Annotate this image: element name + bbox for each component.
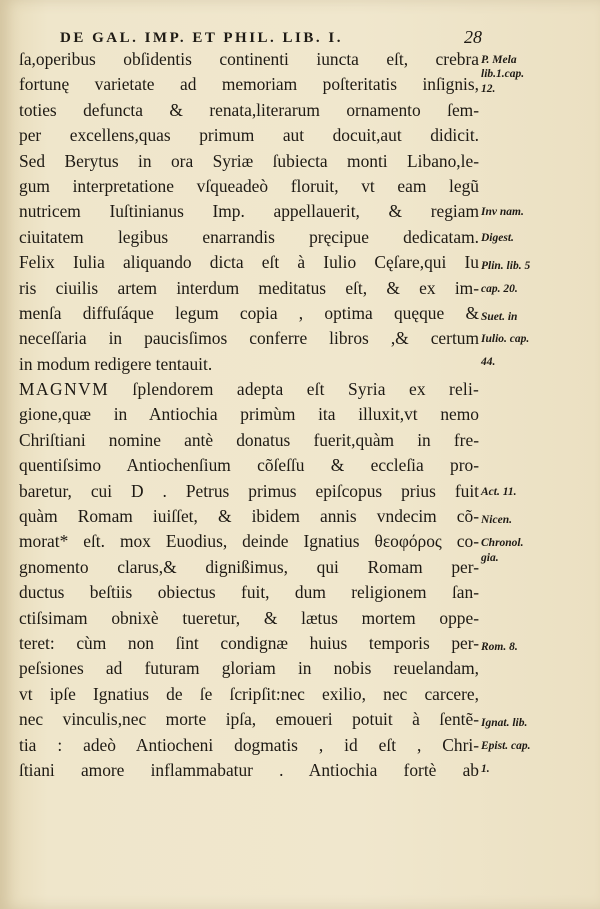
marginal-note: lib.1.cap. [481, 67, 525, 80]
text-line: morat* eſt. mox Euodius, deinde Ignatius θεοφόρος co- [19, 531, 479, 552]
text-line: nec vinculis,nec morte ipſa, emoueri potuit à ſentẽ- [19, 709, 479, 730]
main-text-block [19, 47, 479, 783]
marginal-note: cap. 20. [481, 282, 518, 295]
paragraph-end-line: in modum redigere tentauit. [19, 353, 213, 374]
marginal-note: Nicen. [481, 513, 512, 526]
text-line: tia : adeò Antiocheni dogmatis , id eſt , Chri- [19, 734, 479, 755]
text-line: ris ciuilis artem interdum meditatus eſt, & ex im- [19, 277, 479, 298]
text-line: per excellens,quas primum aut docuit,aut didicit. [19, 125, 479, 146]
page-number: 28 [464, 27, 482, 47]
text-line: Felix Iulia aliquando dicta eſt à Iulio Cęſare,qui Iu [19, 252, 479, 273]
marginal-note: Epist. cap. [481, 739, 531, 752]
marginal-note: Rom. 8. [481, 640, 518, 653]
text-line: baretur, cui D . Petrus primus epiſcopus prius fuit [19, 480, 479, 501]
marginal-note: gia. [481, 551, 499, 564]
text-line: peſsiones ad futuram gloriam in nobis reuelandam, [19, 658, 479, 679]
text-line: ctiſsimam obnixè tueretur, & lætus mortem oppe- [19, 607, 479, 628]
text-line: menſa diffuſáque legum copia , optima quęque & [19, 302, 479, 323]
marginal-note: Iulio. cap. [481, 333, 530, 346]
text-line: teret: cùm non ſint condignæ huius temporis per- [19, 632, 479, 653]
text-line: Sed Berytus in ora Syriæ ſubiecta monti Libano,le- [19, 150, 479, 171]
text-line: fortunę varietate ad memoriam poſteritatis inſignis, [19, 74, 479, 95]
text-line: vt ipſe Ignatius de ſe ſcripſit:nec exilio, nec carcere, [19, 683, 479, 704]
marginal-note: Chronol. [481, 536, 524, 549]
text-line: gum interpretatione vſqueadeò floruit, vt eam legũ [19, 175, 479, 196]
marginal-note: 12. [481, 83, 496, 96]
marginal-note: 44. [481, 356, 496, 369]
marginal-note: Ignat. lib. [481, 716, 528, 729]
text-line: toties defuncta & renata,literarum ornamento ſem- [19, 99, 479, 120]
text-line: nutricem Iuſtinianus Imp. appellauerit, & regiam [19, 201, 479, 222]
text-line: Chriſtiani nomine antè donatus fuerit,quàm in fre- [19, 429, 479, 450]
text-line: quàm Romam iuiſſet, & ibidem annis vndecim cõ- [19, 506, 479, 527]
marginal-note: Suet. in [481, 310, 518, 323]
text-line: ſtiani amore inflammabatur . Antiochia fortè ab [19, 759, 479, 780]
text-line: neceſſaria in paucisſimos conferre libros ,& certum [19, 328, 479, 349]
marginal-note: 1. [481, 762, 490, 775]
text-line: gnomento clarus,& dignißimus, qui Romam per- [19, 556, 479, 577]
marginal-note: Digest. [481, 231, 514, 244]
marginal-note: Inv nam. [481, 206, 524, 219]
running-title: DE GAL. IMP. ET PHIL. LIB. I. [60, 30, 343, 46]
paragraph-start-line: MAGNVM ſplendorem adepta eſt Syria ex reli- [19, 379, 479, 400]
marginal-note: Act. 11. [481, 485, 517, 498]
marginal-note: P. Mela [481, 54, 517, 66]
text-line: gione,quæ in Antiochia primùm ita illuxit,vt nemo [19, 404, 479, 425]
text-line: ſa,operibus obſidentis continenti iuncta eſt, crebra [19, 49, 479, 69]
text-line: quentiſsimo Antiochenſium cõſeſſu & eccleſia pro- [19, 455, 479, 476]
text-line: ciuitatem legibus enarrandis pręcipue dedicatam. [19, 226, 479, 247]
marginal-note: Plin. lib. 5 [481, 259, 531, 272]
small-caps-word: MAGNVM [19, 379, 110, 400]
text-line: ductus beſtiis obiectus fuit, dum religionem ſan- [19, 582, 479, 603]
